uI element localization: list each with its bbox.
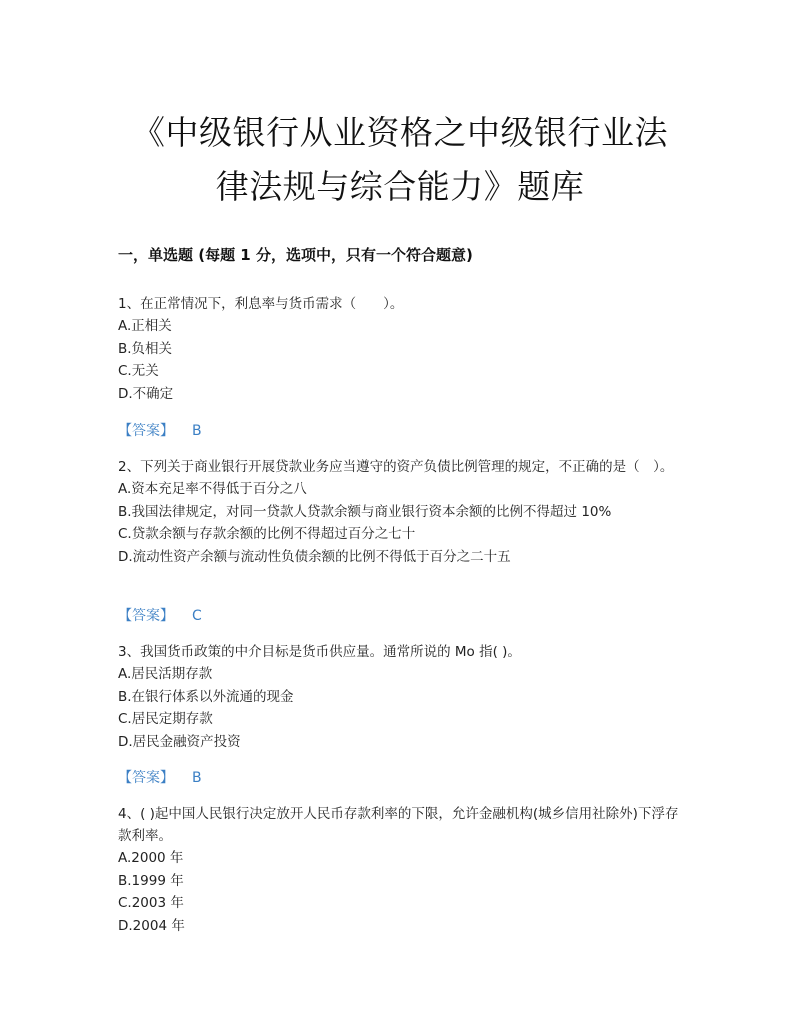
option-c: C.2003 年 bbox=[118, 895, 184, 911]
option-b: B.1999 年 bbox=[118, 872, 184, 889]
question-stem: 4、( )起中国人民银行决定放开人民币存款利率的下限，允许金融机构(城乡信用社除外)下浮存款利率。 bbox=[118, 806, 679, 844]
option-b: B.我国法律规定，对同一贷款人贷款余额与商业银行资本余额的比例不得超过 10% bbox=[118, 503, 612, 520]
answer-value: B bbox=[192, 423, 202, 439]
option-c: C.居民定期存款 bbox=[118, 711, 213, 727]
answer-2 bbox=[118, 605, 202, 625]
option-a: A.居民活期存款 bbox=[118, 666, 213, 682]
answer-label: 【答案】 bbox=[118, 770, 174, 786]
option-b: B.负相关 bbox=[118, 340, 173, 357]
question-2 bbox=[118, 456, 684, 568]
option-d: D.不确定 bbox=[118, 385, 174, 402]
option-c: C.贷款余额与存款余额的比例不得超过百分之七十 bbox=[118, 526, 416, 542]
question-1 bbox=[118, 293, 684, 405]
answer-label: 【答案】 bbox=[118, 608, 174, 624]
question-stem: 2、下列关于商业银行开展贷款业务应当遵守的资产负债比例管理的规定，不正确的是（ ）。 bbox=[118, 459, 674, 475]
section-heading: 一，单选题 (每题 1 分，选项中，只有一个符合题意) bbox=[118, 246, 473, 264]
option-d: D.居民金融资产投资 bbox=[118, 733, 241, 750]
option-a: A.2000 年 bbox=[118, 850, 184, 866]
option-b: B.在银行体系以外流通的现金 bbox=[118, 688, 294, 705]
question-4 bbox=[118, 803, 684, 937]
answer-1 bbox=[118, 420, 202, 440]
question-stem: 3、我国货币政策的中介目标是货币供应量。通常所说的 Mo 指( )。 bbox=[118, 644, 521, 660]
option-a: A.资本充足率不得低于百分之八 bbox=[118, 481, 307, 497]
answer-label: 【答案】 bbox=[118, 423, 174, 439]
option-d: D.2004 年 bbox=[118, 917, 185, 934]
question-stem: 1、在正常情况下，利息率与货币需求（ ）。 bbox=[118, 296, 404, 312]
answer-3 bbox=[118, 767, 202, 787]
option-a: A.正相关 bbox=[118, 318, 172, 334]
title-line-2: 律法规与综合能力》题库 bbox=[215, 167, 585, 206]
document-title bbox=[100, 106, 700, 214]
answer-value: B bbox=[192, 770, 202, 786]
option-d: D.流动性资产余额与流动性负债余额的比例不得低于百分之二十五 bbox=[118, 548, 511, 565]
question-3 bbox=[118, 641, 684, 753]
title-line-1: 《中级银行从业资格之中级银行业法 bbox=[132, 113, 668, 152]
option-c: C.无关 bbox=[118, 363, 159, 379]
answer-value: C bbox=[192, 608, 202, 624]
